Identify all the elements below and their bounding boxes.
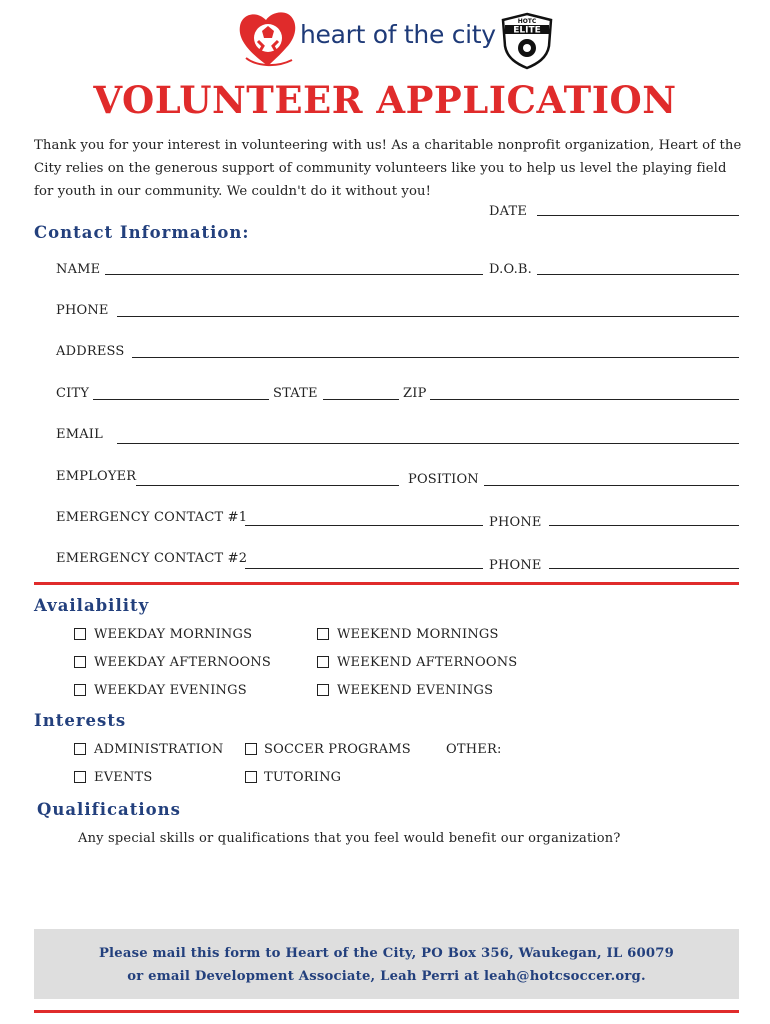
address-field[interactable] — [132, 357, 739, 358]
emergency1-phone-field[interactable] — [549, 525, 739, 526]
availability-heading: Availability — [34, 596, 150, 615]
state-field[interactable] — [323, 399, 399, 400]
intro-paragraph: Thank you for your interest in volunteering with us! As a charitable nonprofit organization, Heart of the City relies on the generous support of community volunteers like you to help us level the playing field for youth in our community. We couldn't do it without you! — [34, 138, 742, 199]
date-label: DATE — [489, 204, 528, 219]
qualifications-prompt: Any special skills or qualifications that you feel would benefit our organization? — [78, 831, 621, 846]
weekday-afternoons-label: WEEKDAY AFTERNOONS — [94, 655, 271, 670]
employer-field[interactable] — [136, 485, 399, 486]
logo-wordmark: heart of the city — [300, 20, 496, 49]
weekday-mornings-checkbox[interactable] — [74, 628, 86, 640]
soccer-programs-checkbox[interactable] — [245, 743, 257, 755]
weekday-mornings-label: WEEKDAY MORNINGS — [94, 627, 253, 642]
date-field[interactable] — [537, 215, 739, 216]
weekend-mornings-label: WEEKEND MORNINGS — [337, 627, 499, 642]
weekday-evenings-checkbox[interactable] — [74, 684, 86, 696]
phone-label: PHONE — [56, 303, 109, 318]
dob-label: D.O.B. — [489, 262, 533, 277]
tutoring-checkbox[interactable] — [245, 771, 257, 783]
events-checkbox[interactable] — [74, 771, 86, 783]
zip-field[interactable] — [430, 399, 739, 400]
footer-line-1: Please mail this form to Heart of the City, PO Box 356, Waukegan, IL 60079 — [98, 946, 675, 961]
tutoring-label: TUTORING — [264, 770, 342, 785]
administration-label: ADMINISTRATION — [94, 742, 224, 757]
address-label: ADDRESS — [56, 344, 125, 359]
position-field[interactable] — [484, 485, 739, 486]
emergency1-field[interactable] — [245, 525, 483, 526]
emergency2-field[interactable] — [245, 568, 483, 569]
email-label: EMAIL — [56, 427, 103, 442]
weekend-mornings-checkbox[interactable] — [317, 628, 329, 640]
name-field[interactable] — [105, 274, 483, 275]
events-label: EVENTS — [94, 770, 153, 785]
employer-label: EMPLOYER — [56, 469, 137, 484]
heart-logo-icon — [236, 8, 300, 70]
emergency2-phone-field[interactable] — [549, 568, 739, 569]
zip-label: ZIP — [403, 386, 427, 401]
elite-shield-icon — [499, 12, 555, 70]
interests-heading: Interests — [34, 711, 127, 730]
administration-checkbox[interactable] — [74, 743, 86, 755]
contact-heading: Contact Information: — [34, 223, 250, 242]
position-label: POSITION — [408, 472, 479, 487]
state-label: STATE — [273, 386, 318, 401]
phone-field[interactable] — [117, 316, 739, 317]
city-field[interactable] — [93, 399, 269, 400]
other-label: OTHER: — [446, 742, 502, 757]
weekend-afternoons-label: WEEKEND AFTERNOONS — [337, 655, 518, 670]
city-label: CITY — [56, 386, 90, 401]
weekday-evenings-label: WEEKDAY EVENINGS — [94, 683, 247, 698]
footer-line-2: or email Development Associate, Leah Perri at leah@hotcsoccer.org. — [127, 969, 646, 984]
dob-field[interactable] — [537, 274, 739, 275]
emergency1-phone-label: PHONE — [489, 515, 542, 530]
weekday-afternoons-checkbox[interactable] — [74, 656, 86, 668]
footer-box — [34, 929, 739, 999]
qualifications-field[interactable] — [78, 852, 738, 922]
soccer-programs-label: SOCCER PROGRAMS — [264, 742, 411, 757]
page-title: VOLUNTEER APPLICATION — [93, 78, 677, 122]
emergency2-phone-label: PHONE — [489, 558, 542, 573]
bottom-divider — [34, 1010, 739, 1013]
emergency2-label: EMERGENCY CONTACT #2 — [56, 551, 248, 566]
section-divider — [34, 582, 739, 585]
qualifications-heading: Qualifications — [37, 800, 181, 819]
shield-top-text: HOTC — [517, 18, 537, 25]
weekend-evenings-label: WEEKEND EVENINGS — [337, 683, 494, 698]
shield-main-text: ELITE — [513, 25, 541, 36]
weekend-afternoons-checkbox[interactable] — [317, 656, 329, 668]
weekend-evenings-checkbox[interactable] — [317, 684, 329, 696]
name-label: NAME — [56, 262, 101, 277]
emergency1-label: EMERGENCY CONTACT #1 — [56, 510, 248, 525]
email-field[interactable] — [117, 443, 739, 444]
